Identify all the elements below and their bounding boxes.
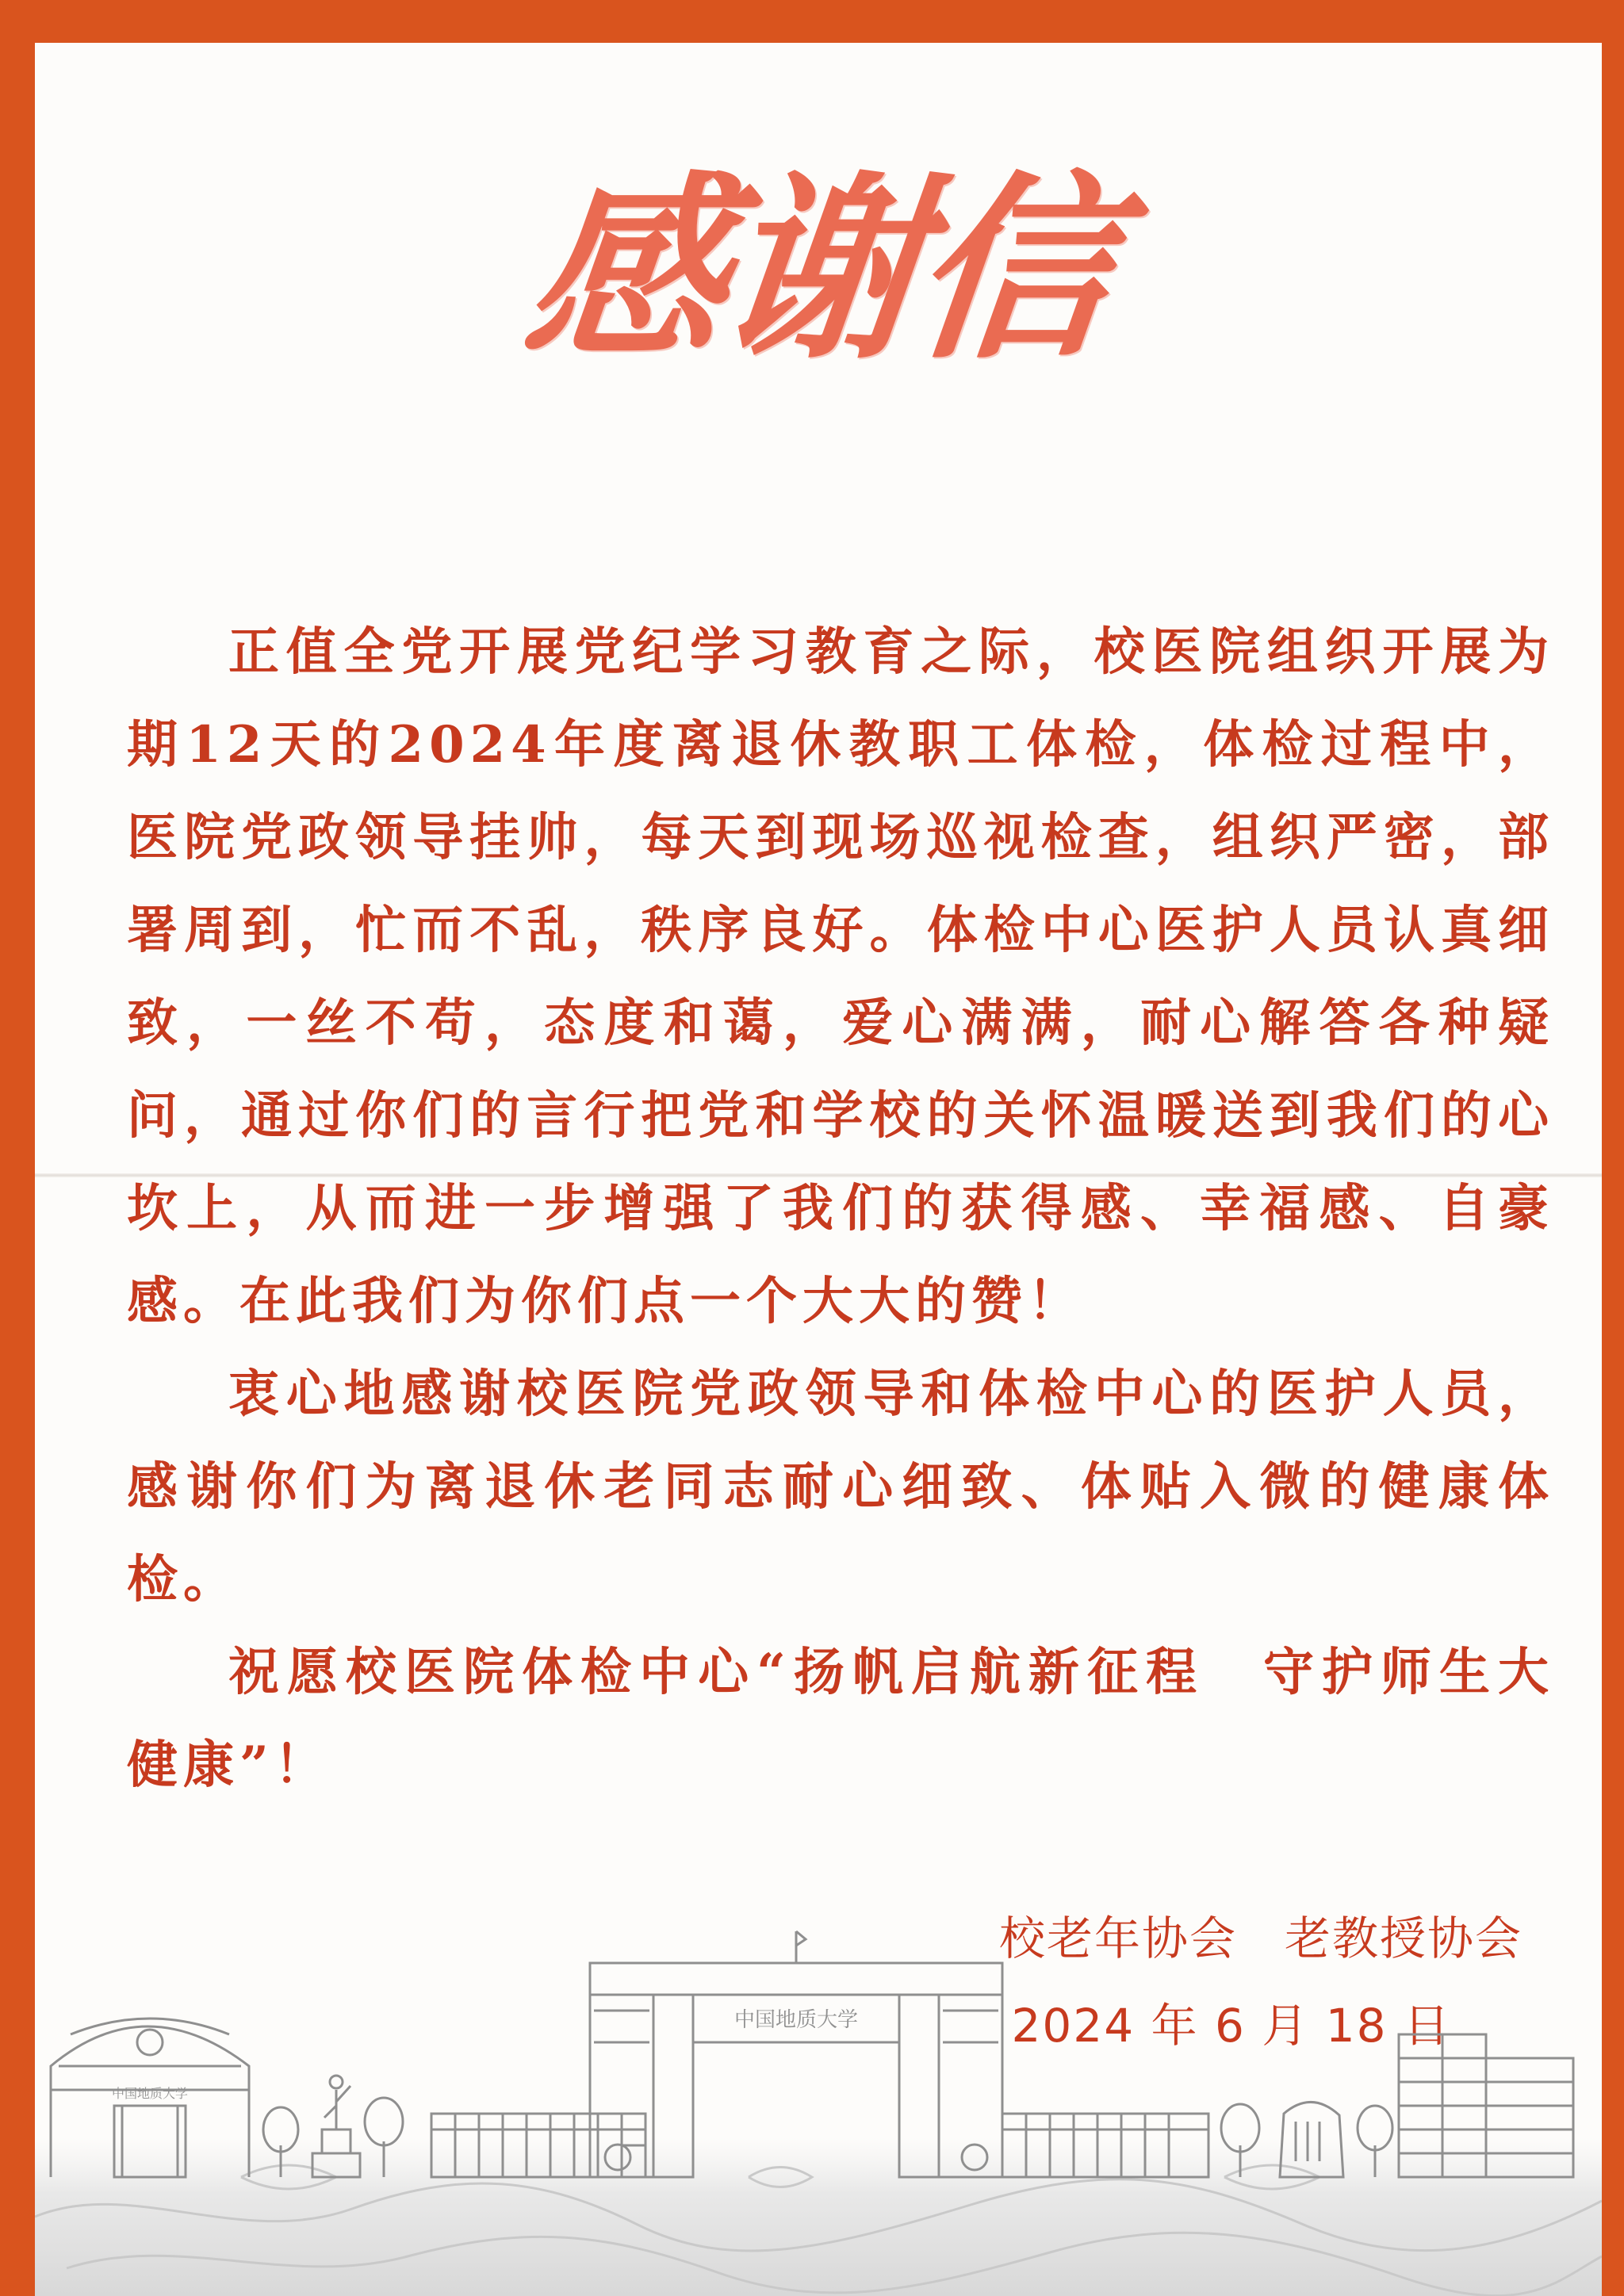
letter-title: 感谢信 [515,152,1121,385]
gate-plaque-text: 中国地质大学 [733,2008,859,2032]
dome-plaque-text: 中国地质大学 [111,2086,189,2101]
signature-date: 2024 年 6 月 18 日 [1011,1999,1451,2053]
letter-paper [35,43,1602,2296]
letter-body [127,606,1554,1812]
letter-paragraph-1: 正值全党开展党纪学习教育之际，校医院组织开展为期12天的2024年度离退休教职工体检，体检过程中，医院党政领导挂帅，每天到现场巡视检查，组织严密，部署周到，忙而不乱，秩序良好。体检中心医护人员认真细致，一丝不苟，态度和蔼，爱心满满，耐心解答各种疑问，通过你们的言行把党和学校的关怀温暖送到我们的心坎上，从而进一步增强了我们的获得感、幸福感、自豪感。在此我们为你们点一个大大的赞！ [127,622,1554,1331]
campus-illustration [35,1804,1602,2296]
signature-organizations: 校老年协会 老教授协会 [998,1911,1522,1965]
letter-paragraph-2: 衷心地感谢校医院党政领导和体检中心的医护人员，感谢你们为离退休老同志耐心细致、体贴入微的健康体检。 [127,1364,1554,1609]
ground-pattern [35,2137,1602,2296]
letter-paragraph-3: 祝愿校医院体检中心“扬帆启航新征程 守护师生大健康”！ [127,1643,1554,1795]
